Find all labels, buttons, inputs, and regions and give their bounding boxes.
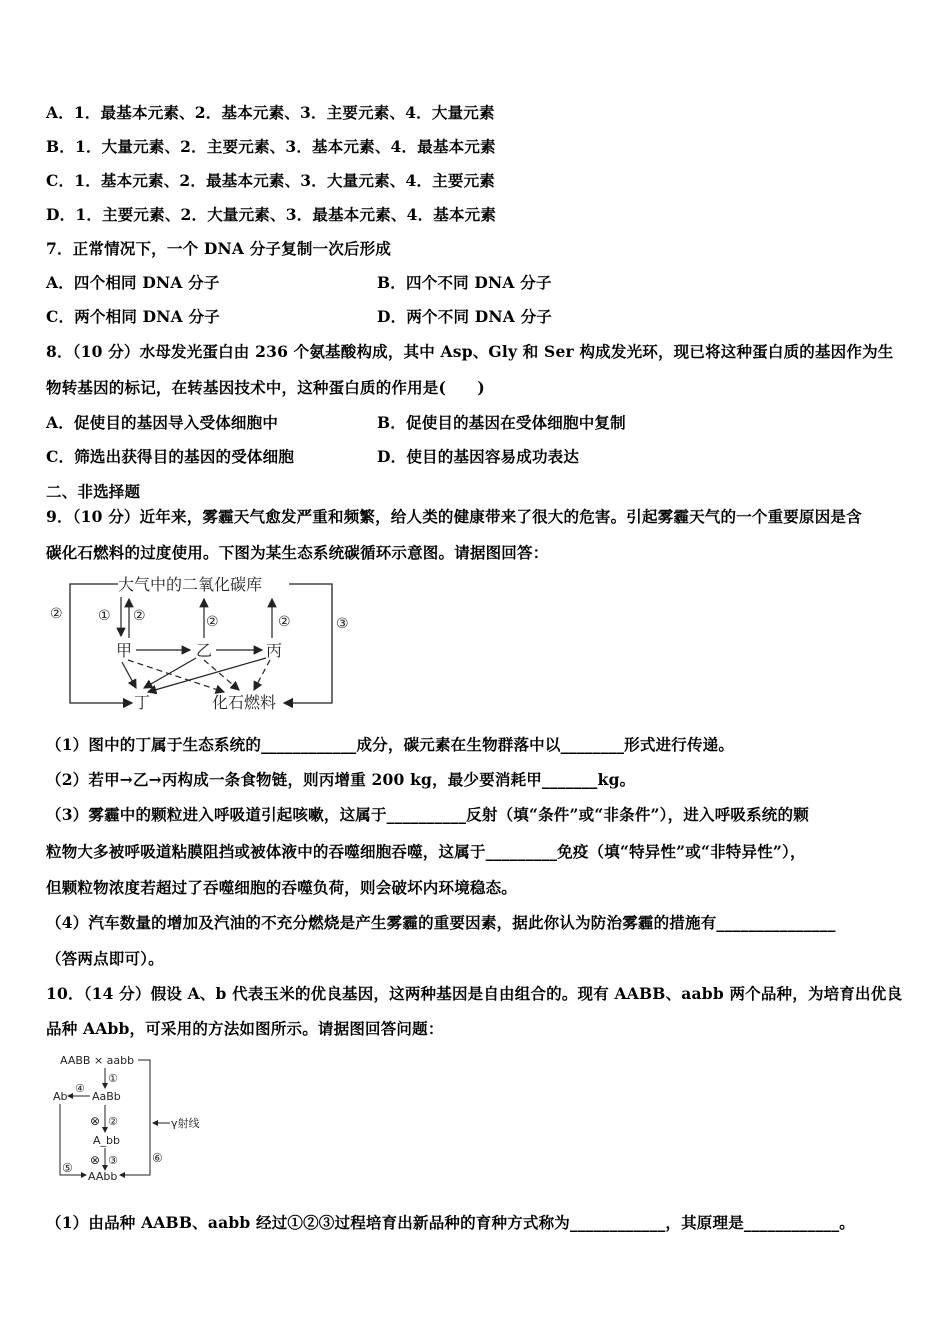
q6-option-d: D．1．主要元素、2．大量元素、3．最基本元素、4．基本元素 (46, 205, 497, 224)
q7-option-c: C．两个相同 DNA 分子 (46, 307, 220, 326)
q8-stem-line1: 8．（10 分）水母发光蛋白由 236 个氨基酸构成，其中 Asp、Gly 和 Ser 构成发光环，现已将这种蛋白质的基因作为生 (46, 342, 894, 361)
q10-stem-line2: 品种 AAbb，可采用的方法如图所示。请据图回答问题： (46, 1019, 444, 1038)
q9-part-3-line3: 但颗粒物浓度若超过了吞噬细胞的吞噬负荷，则会破坏内环境稳态。 (46, 878, 518, 897)
f1-genotype: AaBb (92, 1090, 121, 1103)
q6-option-c: C．1．基本元素、2．最基本元素、3．大量元素、4．主要元素 (46, 171, 495, 190)
atmosphere-co2-label: 大气中的二氧化碳库 (118, 575, 263, 594)
a-bb-genotype: A_bb (93, 1134, 120, 1147)
q8-stem-line2: 物转基因的标记，在转基因技术中，这种蛋白质的作用是( ) (46, 378, 485, 397)
label-circle-2-yi: ② (206, 614, 219, 630)
q9-part-1: （1）图中的丁属于生态系统的____________成分，碳元素在生物群落中以________形式进行传递。 (46, 735, 735, 754)
haploid-ab: Ab (53, 1090, 68, 1103)
label-circle-2-jia: ② (133, 608, 146, 624)
q9-part-4-line1: （4）汽车数量的增加及汽油的不充分燃烧是产生雾霾的重要因素，据此你认为防治雾霾的措施有_______________ (46, 913, 836, 932)
label-circle-1: ① (98, 608, 111, 624)
label-circle-1: ① (108, 1072, 118, 1085)
gamma-ray-label: γ射线 (171, 1117, 200, 1130)
selfing-symbol-2: ⊗ (90, 1153, 101, 1167)
node-bing: 丙 (266, 641, 283, 660)
label-circle-3: ③ (108, 1154, 118, 1167)
label-circle-3: ③ (336, 616, 349, 632)
section-heading: 二、非选择题 (46, 482, 141, 501)
q8-option-b: B．促使目的基因在受体细胞中复制 (377, 413, 626, 432)
q9-stem-line2: 碳化石燃料的过度使用。下图为某生态系统碳循环示意图。请据图回答： (46, 543, 549, 562)
q6-option-a: A．1．最基本元素、2．基本元素、3．主要元素、4．大量元素 (46, 103, 495, 122)
q8-option-d: D．使目的基因容易成功表达 (377, 447, 580, 466)
node-ding: 丁 (134, 693, 151, 712)
parents-label: AABB × aabb (60, 1054, 135, 1067)
q10-stem-line1: 10．（14 分）假设 A、b 代表玉米的优良基因，这两种基因是自由组合的。现有 AABB、aabb 两个品种，为培育出优良 (46, 984, 903, 1003)
q9-part-2: （2）若甲→乙→丙构成一条食物链，则丙增重 200 kg，最少要消耗甲_______kg。 (46, 770, 636, 789)
node-yi: 乙 (196, 641, 213, 660)
label-circle-4: ④ (75, 1082, 85, 1095)
q9-part-3-line2: 粒物大多被呼吸道粘膜阻挡或被体液中的吞噬细胞吞噬，这属于_________免疫（填“特异性”或“非特异性”）， (46, 842, 806, 861)
selfing-symbol-1: ⊗ (90, 1114, 101, 1128)
q8-option-a: A．促使目的基因导入受体细胞中 (46, 413, 279, 432)
carbon-cycle-diagram (44, 570, 364, 715)
q9-part-3-line1: （3）雾霾中的颗粒进入呼吸道引起咳嗽，这属于__________反射（填“条件”或“非条件”），进入呼吸系统的颗 (46, 805, 809, 824)
final-genotype: AAbb (88, 1170, 118, 1183)
q7-stem: 7．正常情况下，一个 DNA 分子复制一次后形成 (46, 239, 392, 258)
label-circle-2: ② (108, 1115, 118, 1128)
q6-option-b: B．1．大量元素、2．主要元素、3．基本元素、4．最基本元素 (46, 137, 496, 156)
label-circle-5: ⑤ (62, 1161, 73, 1175)
q7-option-a: A．四个相同 DNA 分子 (46, 273, 220, 292)
q8-option-c: C．筛选出获得目的基因的受体细胞 (46, 447, 295, 466)
q9-part-4-line2: （答两点即可）。 (46, 949, 164, 968)
q10-part-1: （1）由品种 AABB、aabb 经过①②③过程培育出新品种的育种方式称为____________，其原理是____________。 (46, 1213, 855, 1232)
node-fossil-fuel: 化石燃料 (212, 693, 277, 712)
breeding-diagram (50, 1050, 220, 1185)
q7-option-b: B．四个不同 DNA 分子 (377, 273, 552, 292)
node-jia: 甲 (116, 641, 133, 660)
q7-option-d: D．两个不同 DNA 分子 (377, 307, 552, 326)
q9-stem-line1: 9．（10 分）近年来，雾霾天气愈发严重和频繁，给人类的健康带来了很大的危害。引起雾霾天气的一个重要原因是含 (46, 507, 862, 526)
label-circle-2-left: ② (50, 606, 63, 622)
label-circle-2-bing: ② (278, 614, 291, 630)
label-circle-6: ⑥ (152, 1151, 163, 1165)
